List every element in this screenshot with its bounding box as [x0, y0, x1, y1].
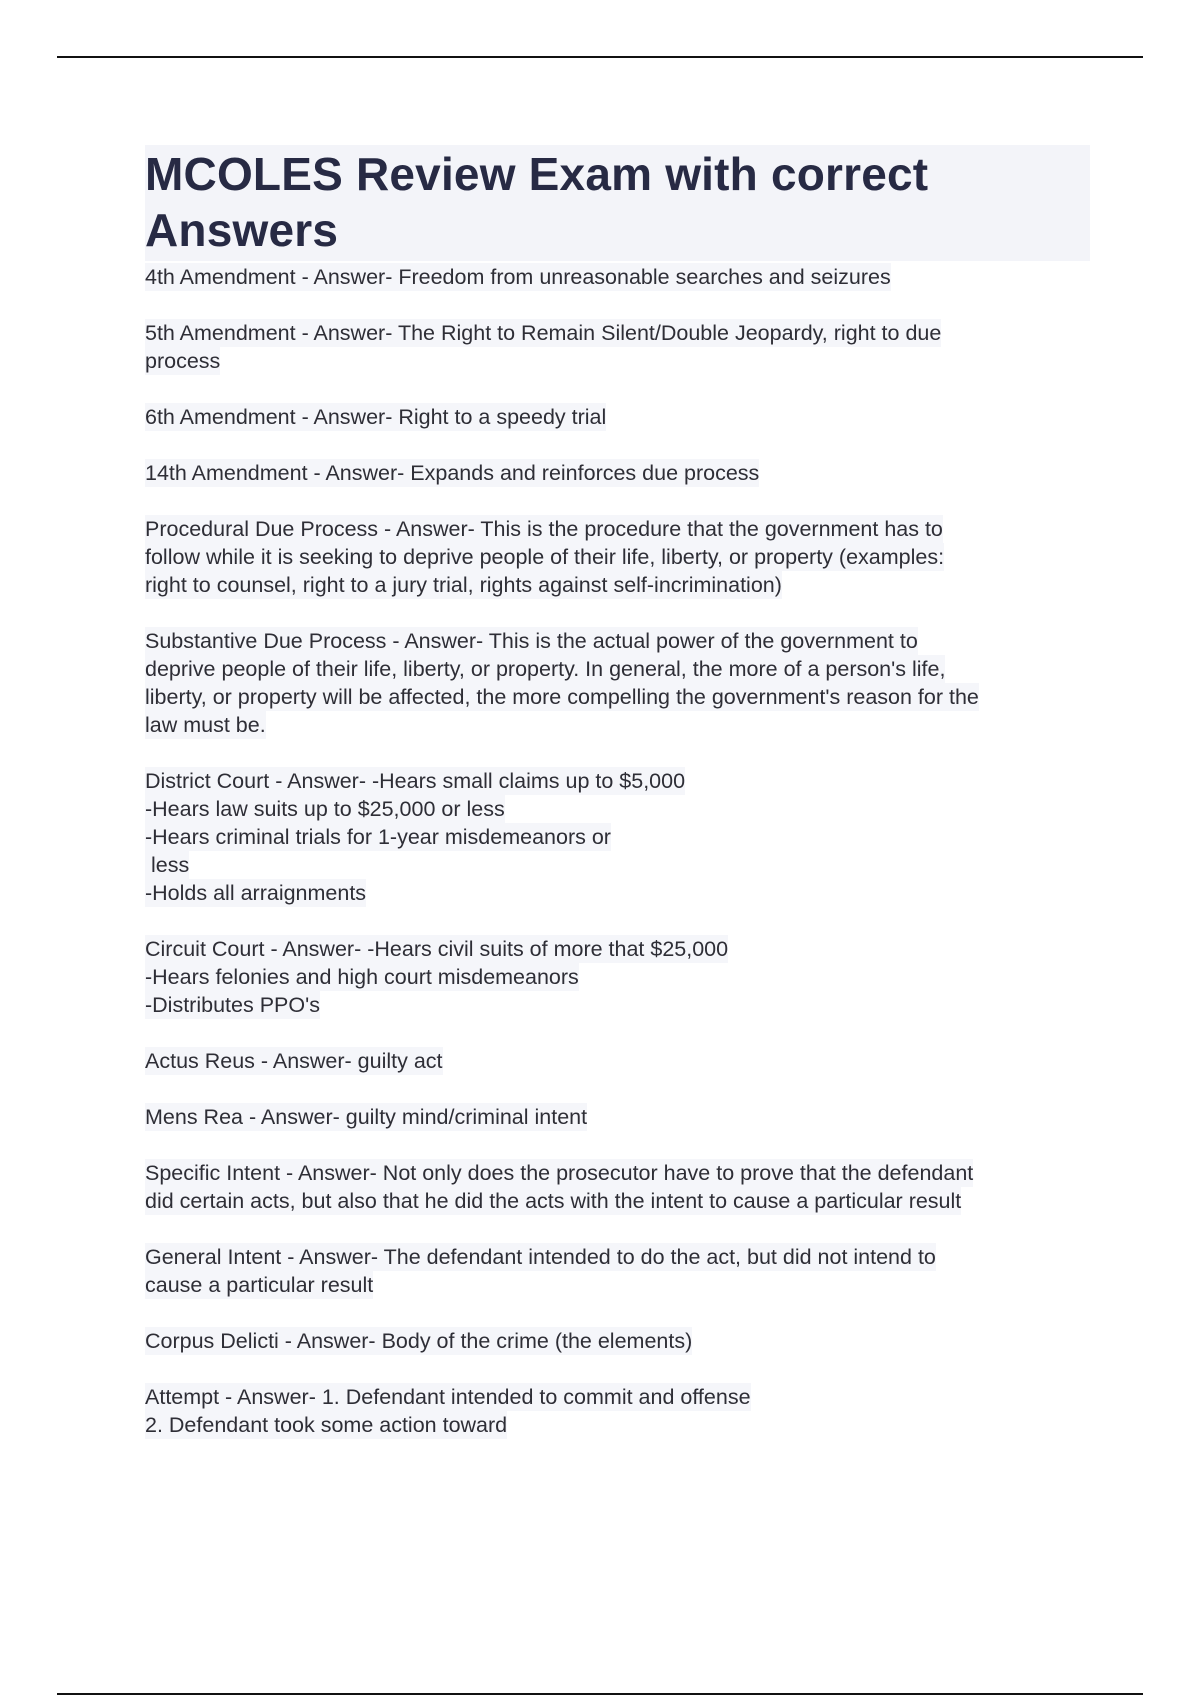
- qa-entry-line: right to counsel, right to a jury trial, rights against self-incrimination): [145, 573, 782, 597]
- qa-entry: [145, 515, 1090, 599]
- qa-entry-line: Attempt - Answer- 1. Defendant intended to commit and offense: [145, 1385, 751, 1409]
- qa-entry-line: Corpus Delicti - Answer- Body of the crime (the elements): [145, 1329, 693, 1353]
- qa-entry-line: law must be.: [145, 713, 266, 737]
- qa-entry: [145, 263, 1090, 291]
- qa-entry-line: -Distributes PPO's: [145, 993, 320, 1017]
- qa-entry-line: follow while it is seeking to deprive people of their life, liberty, or property (examples:: [145, 545, 945, 569]
- document-body: [145, 145, 1090, 1467]
- qa-entry-line: deprive people of their life, liberty, or property. In general, the more of a person's life,: [145, 657, 946, 681]
- qa-entry-line: 14th Amendment - Answer- Expands and reinforces due process: [145, 461, 760, 485]
- qa-entry-line: liberty, or property will be affected, the more compelling the government's reason for the: [145, 685, 979, 709]
- qa-entry: [145, 935, 1090, 1019]
- title-line-1: MCOLES Review Exam with correct: [145, 148, 929, 200]
- qa-entry: [145, 767, 1090, 907]
- qa-entry-line: 4th Amendment - Answer- Freedom from unreasonable searches and seizures: [145, 265, 891, 289]
- qa-entry-line: cause a particular result: [145, 1273, 374, 1297]
- qa-list: [145, 263, 1090, 1439]
- qa-entry: [145, 459, 1090, 487]
- qa-entry: [145, 1383, 1090, 1439]
- qa-entry: [145, 1243, 1090, 1299]
- page-top-rule: [57, 56, 1143, 58]
- qa-entry-line: Circuit Court - Answer- -Hears civil suits of more that $25,000: [145, 937, 729, 961]
- title-line-2: Answers: [145, 204, 339, 256]
- page-title: [145, 145, 1090, 261]
- qa-entry-line: Procedural Due Process - Answer- This is the procedure that the government has to: [145, 517, 943, 541]
- qa-entry: [145, 403, 1090, 431]
- qa-entry-line: 5th Amendment - Answer- The Right to Remain Silent/Double Jeopardy, right to due: [145, 321, 942, 345]
- qa-entry: [145, 1103, 1090, 1131]
- qa-entry-line: General Intent - Answer- The defendant intended to do the act, but did not intend to: [145, 1245, 936, 1269]
- qa-entry: [145, 1159, 1090, 1215]
- qa-entry: [145, 1327, 1090, 1355]
- qa-entry-line: process: [145, 349, 221, 373]
- qa-entry-line: -Holds all arraignments: [145, 881, 367, 905]
- qa-entry-line: did certain acts, but also that he did the acts with the intent to cause a particular result: [145, 1189, 962, 1213]
- qa-entry: [145, 627, 1090, 739]
- qa-entry-line: Mens Rea - Answer- guilty mind/criminal intent: [145, 1105, 588, 1129]
- qa-entry-line: less: [145, 853, 190, 877]
- qa-entry-line: -Hears criminal trials for 1-year misdemeanors or: [145, 825, 611, 849]
- qa-entry-line: 6th Amendment - Answer- Right to a speedy trial: [145, 405, 607, 429]
- page-bottom-rule: [57, 1693, 1143, 1695]
- title-block: [145, 145, 1090, 261]
- qa-entry-line: 2. Defendant took some action toward: [145, 1413, 508, 1437]
- qa-entry-line: Actus Reus - Answer- guilty act: [145, 1049, 443, 1073]
- qa-entry-line: Substantive Due Process - Answer- This is the actual power of the government to: [145, 629, 918, 653]
- qa-entry-line: -Hears felonies and high court misdemeanors: [145, 965, 579, 989]
- qa-entry-line: -Hears law suits up to $25,000 or less: [145, 797, 505, 821]
- qa-entry: [145, 1047, 1090, 1075]
- qa-entry: [145, 319, 1090, 375]
- qa-entry-line: Specific Intent - Answer- Not only does the prosecutor have to prove that the defendant: [145, 1161, 974, 1185]
- qa-entry-line: District Court - Answer- -Hears small claims up to $5,000: [145, 769, 686, 793]
